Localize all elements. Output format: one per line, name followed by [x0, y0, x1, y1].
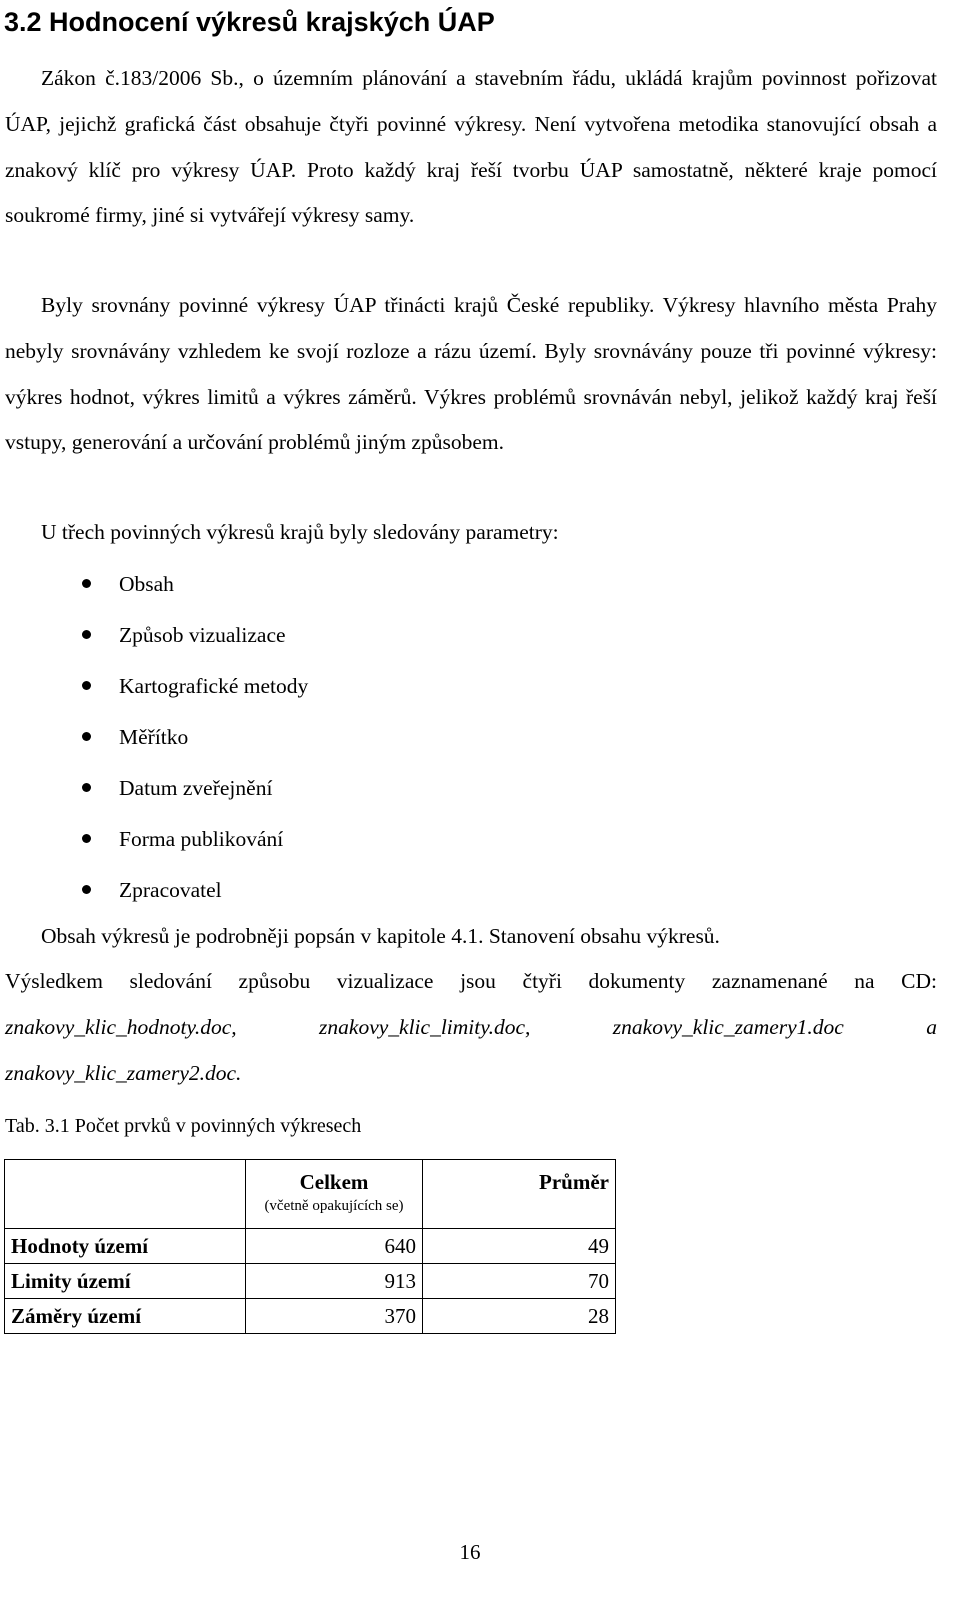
- paragraph-parameters-intro: U třech povinných výkresů krajů byly sledovány parametry:: [41, 520, 559, 544]
- list-item: [0, 865, 900, 916]
- list-item: [0, 712, 900, 763]
- bullet-icon: [82, 681, 91, 690]
- list-item-label: Zpracovatel: [119, 878, 222, 902]
- paragraph-content-reference: Obsah výkresů je podrobněji popsán v kapitole 4.1. Stanovení obsahu výkresů.: [41, 924, 720, 948]
- list-item-label: Způsob vizualizace: [119, 623, 286, 647]
- list-item-label: Obsah: [119, 572, 174, 596]
- cell-total: 913: [246, 1264, 423, 1299]
- elements-table: [4, 1159, 616, 1334]
- paragraph-intro: Zákon č.183/2006 Sb., o územním plánování a stavebním řádu, ukládá krajům povinnost pořizovat ÚAP, jejichž grafická část obsahuje čtyři povinné výkresy. Není vytvořena metodika stanovující obsah a znakový klíč pro výkresy ÚAP. Proto každý kraj řeší tvorbu ÚAP samostatně, některé kraje pomocí soukromé firmy, jiné si vytvářejí výkresy samy.: [5, 66, 937, 228]
- table-row: [5, 1229, 616, 1264]
- cell-average: 70: [423, 1264, 616, 1299]
- cell-total: 370: [246, 1299, 423, 1334]
- table-header-row: [5, 1160, 616, 1229]
- row-label: Záměry území: [5, 1299, 246, 1334]
- bullet-icon: [82, 885, 91, 894]
- section-heading: 3.2 Hodnocení výkresů krajských ÚAP: [4, 7, 495, 37]
- list-item: [0, 814, 900, 865]
- column-header-average: Průměr: [423, 1160, 616, 1229]
- table-row: [5, 1264, 616, 1299]
- row-label: Limity území: [5, 1264, 246, 1299]
- list-item: [0, 610, 900, 661]
- list-item: [0, 559, 900, 610]
- cell-average: 28: [423, 1299, 616, 1334]
- bullet-icon: [82, 783, 91, 792]
- bullet-icon: [82, 579, 91, 588]
- parameter-list: [0, 559, 900, 916]
- list-item: [0, 763, 900, 814]
- column-header-total-note: (včetně opakujících se): [264, 1198, 404, 1214]
- page-number: 16: [459, 1540, 481, 1564]
- bullet-icon: [82, 834, 91, 843]
- bullet-icon: [82, 630, 91, 639]
- table-corner-cell: [5, 1160, 246, 1229]
- paragraph-results: [5, 959, 937, 1096]
- list-item: [0, 661, 900, 712]
- results-text: Výsledkem sledování způsobu vizualizace jsou čtyři dokumenty zaznamenané na CD:: [5, 969, 937, 993]
- list-item-label: Kartografické metody: [119, 674, 309, 698]
- table-row: [5, 1299, 616, 1334]
- list-item-label: Forma publikování: [119, 827, 284, 851]
- paragraph-comparison: Byly srovnány povinné výkresy ÚAP třinácti krajů České republiky. Výkresy hlavního města Prahy nebyly srovnávány vzhledem ke svojí rozloze a rázu území. Byly srovnávány pouze tři povinné výkresy: výkres hodnot, výkres limitů a výkres záměrů. Výkres problémů srovnáván nebyl, jelikož každý kraj řeší vstupy, generování a určování problémů jiným způsobem.: [5, 293, 937, 455]
- table-caption: Tab. 3.1 Počet prvků v povinných výkresech: [5, 1115, 362, 1137]
- list-item-label: Měřítko: [119, 725, 189, 749]
- bullet-icon: [82, 732, 91, 741]
- column-header-total: [246, 1160, 423, 1229]
- column-header-total-label: Celkem: [299, 1170, 369, 1194]
- cell-average: 49: [423, 1229, 616, 1264]
- row-label: Hodnoty území: [5, 1229, 246, 1264]
- cell-total: 640: [246, 1229, 423, 1264]
- file-names: znakovy_klic_hodnoty.doc, znakovy_klic_limity.doc, znakovy_klic_zamery1.doc a znakovy_klic_zamery2.doc.: [5, 1014, 937, 1085]
- list-item-label: Datum zveřejnění: [119, 776, 273, 800]
